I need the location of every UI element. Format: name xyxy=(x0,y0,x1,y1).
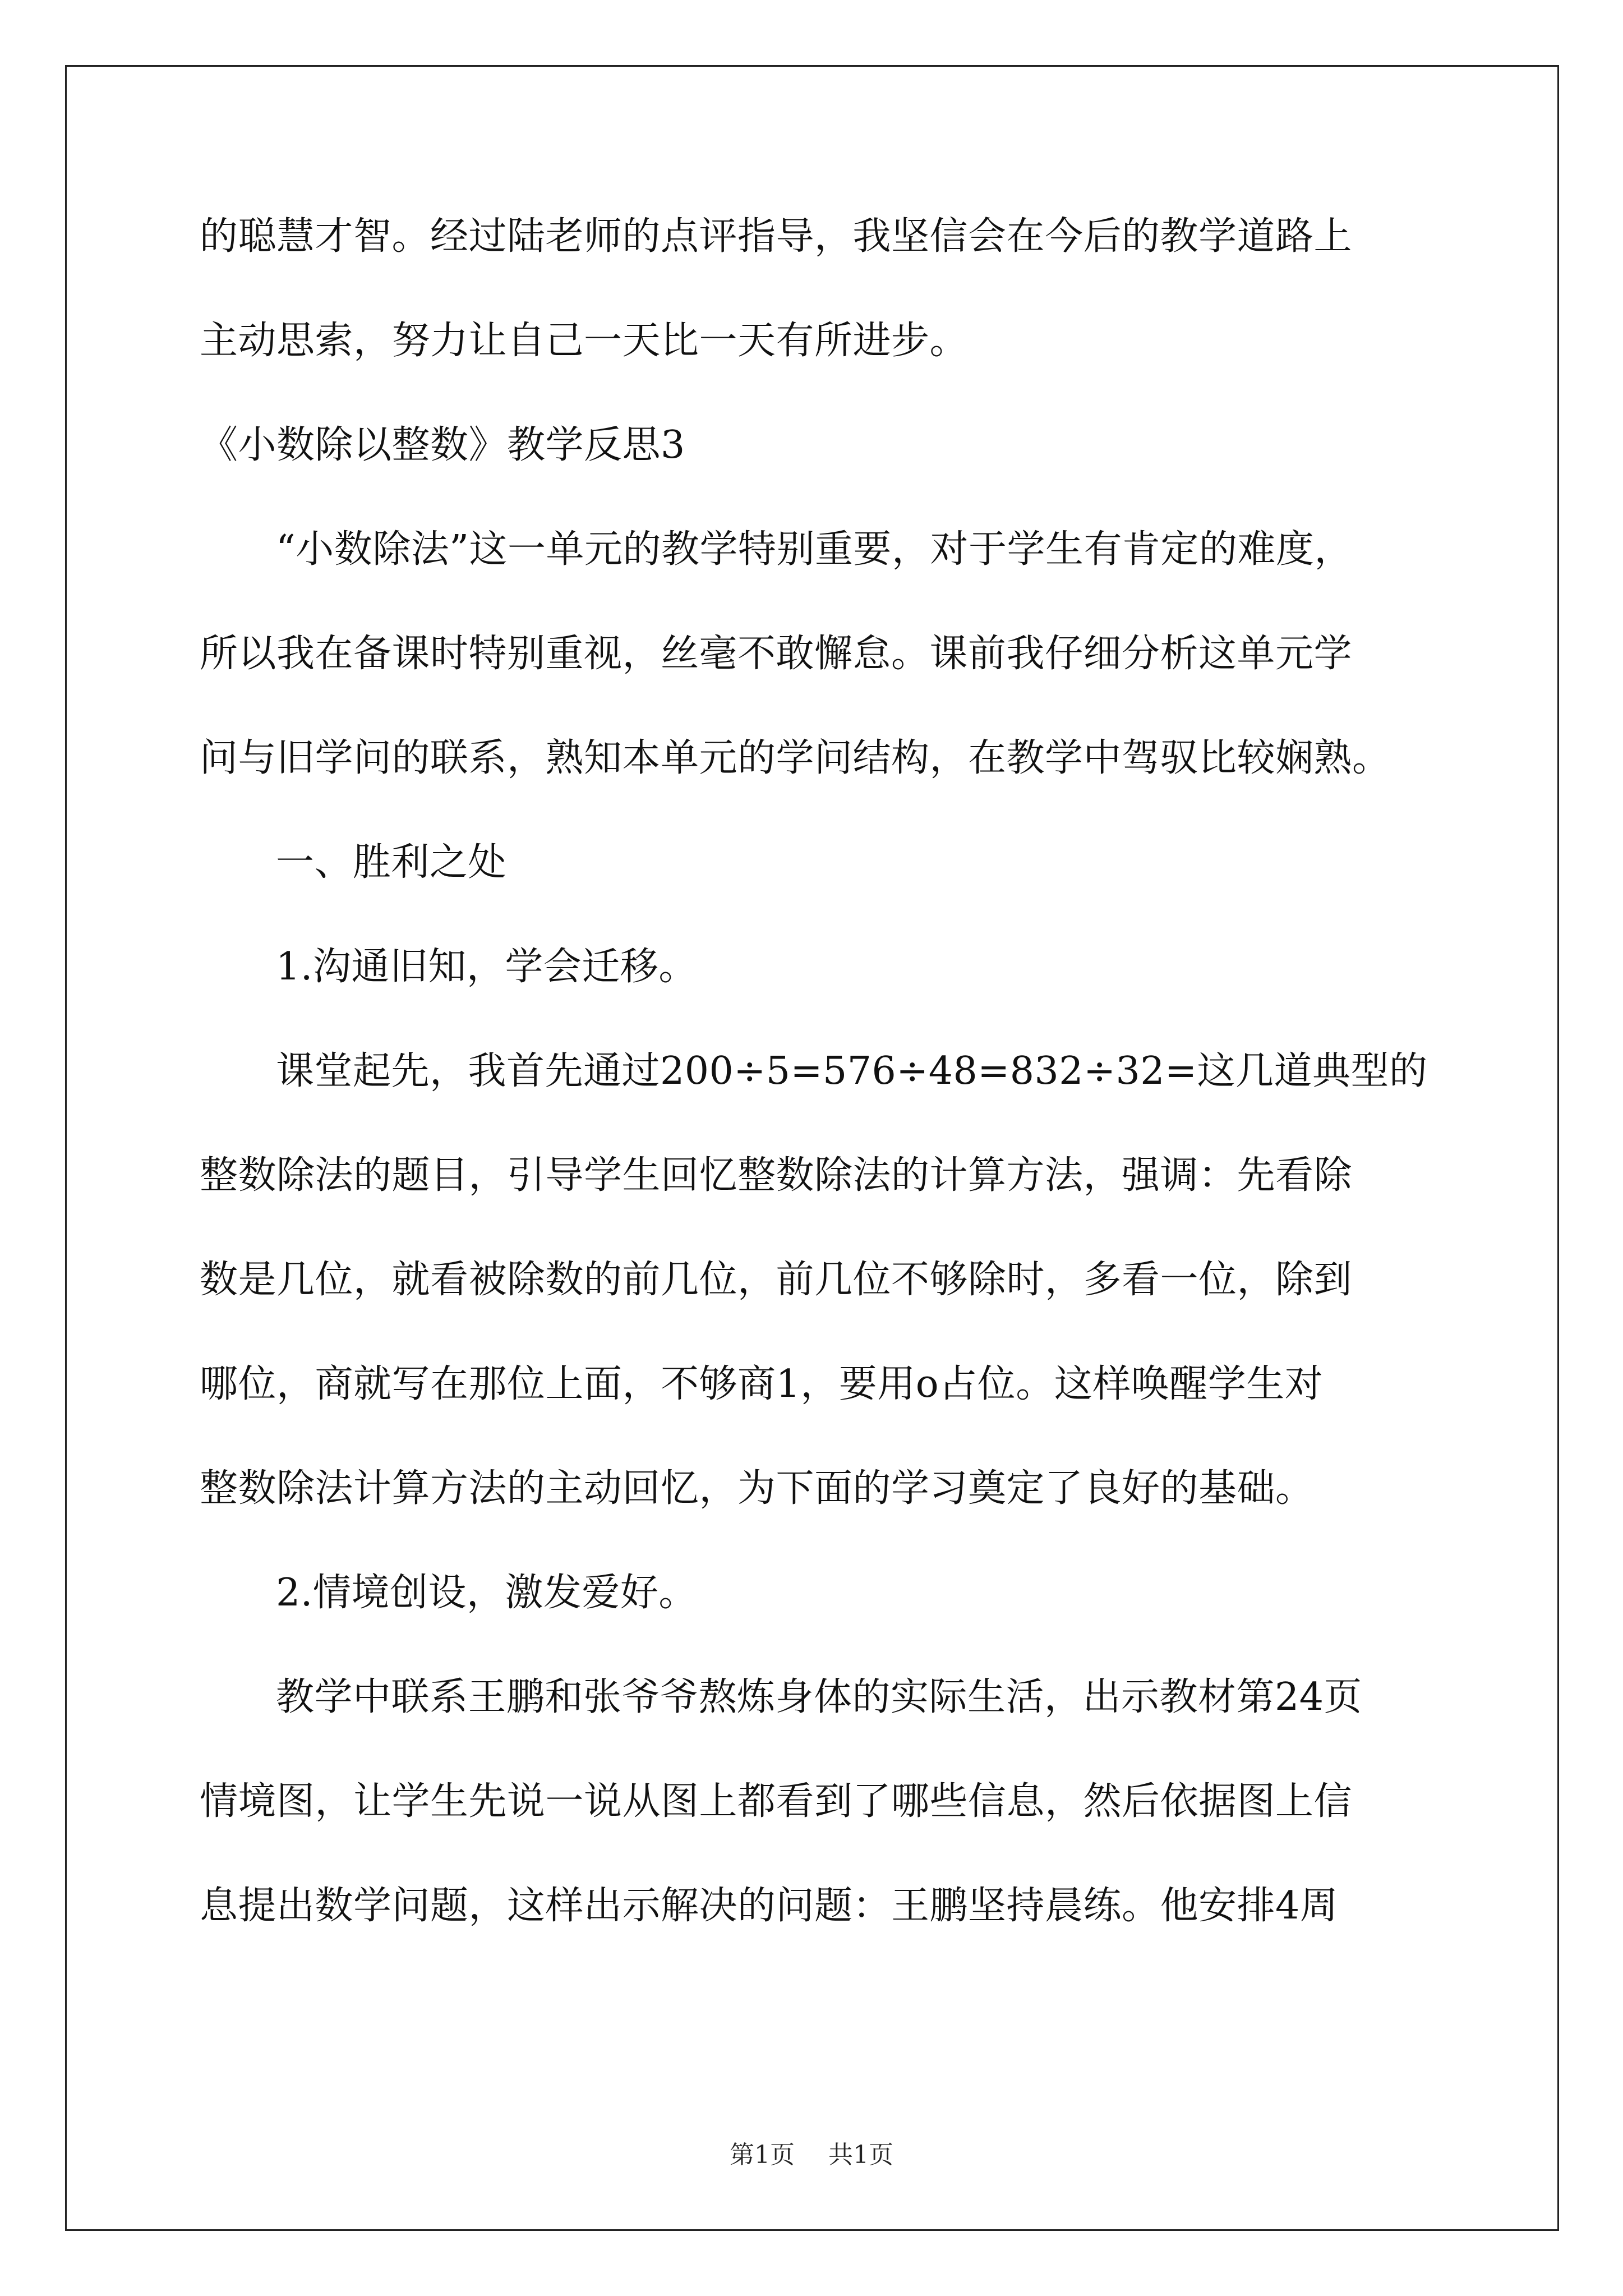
document-body xyxy=(200,209,1467,1982)
text-line: 情境图，让学生先说一说从图上都看到了哪些信息，然后依据图上信 xyxy=(200,1779,1353,1824)
page-total: 共1页 xyxy=(828,2141,893,2169)
text-line: 数是几位，就看被除数的前几位，前几位不够除时，多看一位，除到 xyxy=(200,1258,1353,1302)
subheading: 一、胜利之处 xyxy=(276,840,507,885)
text-line: 课堂起先，我首先通过200÷5=576÷48=832÷32=这几道典型的 xyxy=(276,1049,1428,1093)
page-number: 第1页 xyxy=(730,2141,795,2169)
text-line: 所以我在备课时特别重视，丝毫不敢懈怠。课前我仔细分析这单元学 xyxy=(200,632,1353,676)
text-line: 主动思索，努力让自己一天比一天有所进步。 xyxy=(200,319,969,363)
page-footer xyxy=(0,2134,1623,2170)
text-line: “小数除法”这一单元的教学特别重要，对于学生有肯定的难度， xyxy=(276,527,1353,572)
text-line: 哪位，商就写在那位上面，不够商1，要用o占位。这样唤醒学生对 xyxy=(200,1362,1324,1406)
subheading: 1.沟通旧知，学会迁移。 xyxy=(276,945,697,989)
text-line: 教学中联系王鹏和张爷爷熬炼身体的实际生活，出示教材第24页 xyxy=(276,1675,1363,1719)
text-line: 问与旧学问的联系，熟知本单元的学问结构，在教学中驾驭比较娴熟。 xyxy=(200,736,1391,780)
text-line: 整数除法的题目，引导学生回忆整数除法的计算方法，强调：先看除 xyxy=(200,1153,1353,1198)
text-line: 整数除法计算方法的主动回忆，为下面的学习奠定了良好的基础。 xyxy=(200,1466,1314,1511)
text-line: 的聪慧才智。经过陆老师的点评指导，我坚信会在今后的教学道路上 xyxy=(200,214,1353,259)
text-line: 息提出数学问题，这样出示解决的问题：王鹏坚持晨练。他安排4周 xyxy=(200,1884,1339,1928)
section-heading: 《小数除以整数》教学反思3 xyxy=(200,423,685,467)
subheading: 2.情境创设，激发爱好。 xyxy=(276,1571,697,1615)
